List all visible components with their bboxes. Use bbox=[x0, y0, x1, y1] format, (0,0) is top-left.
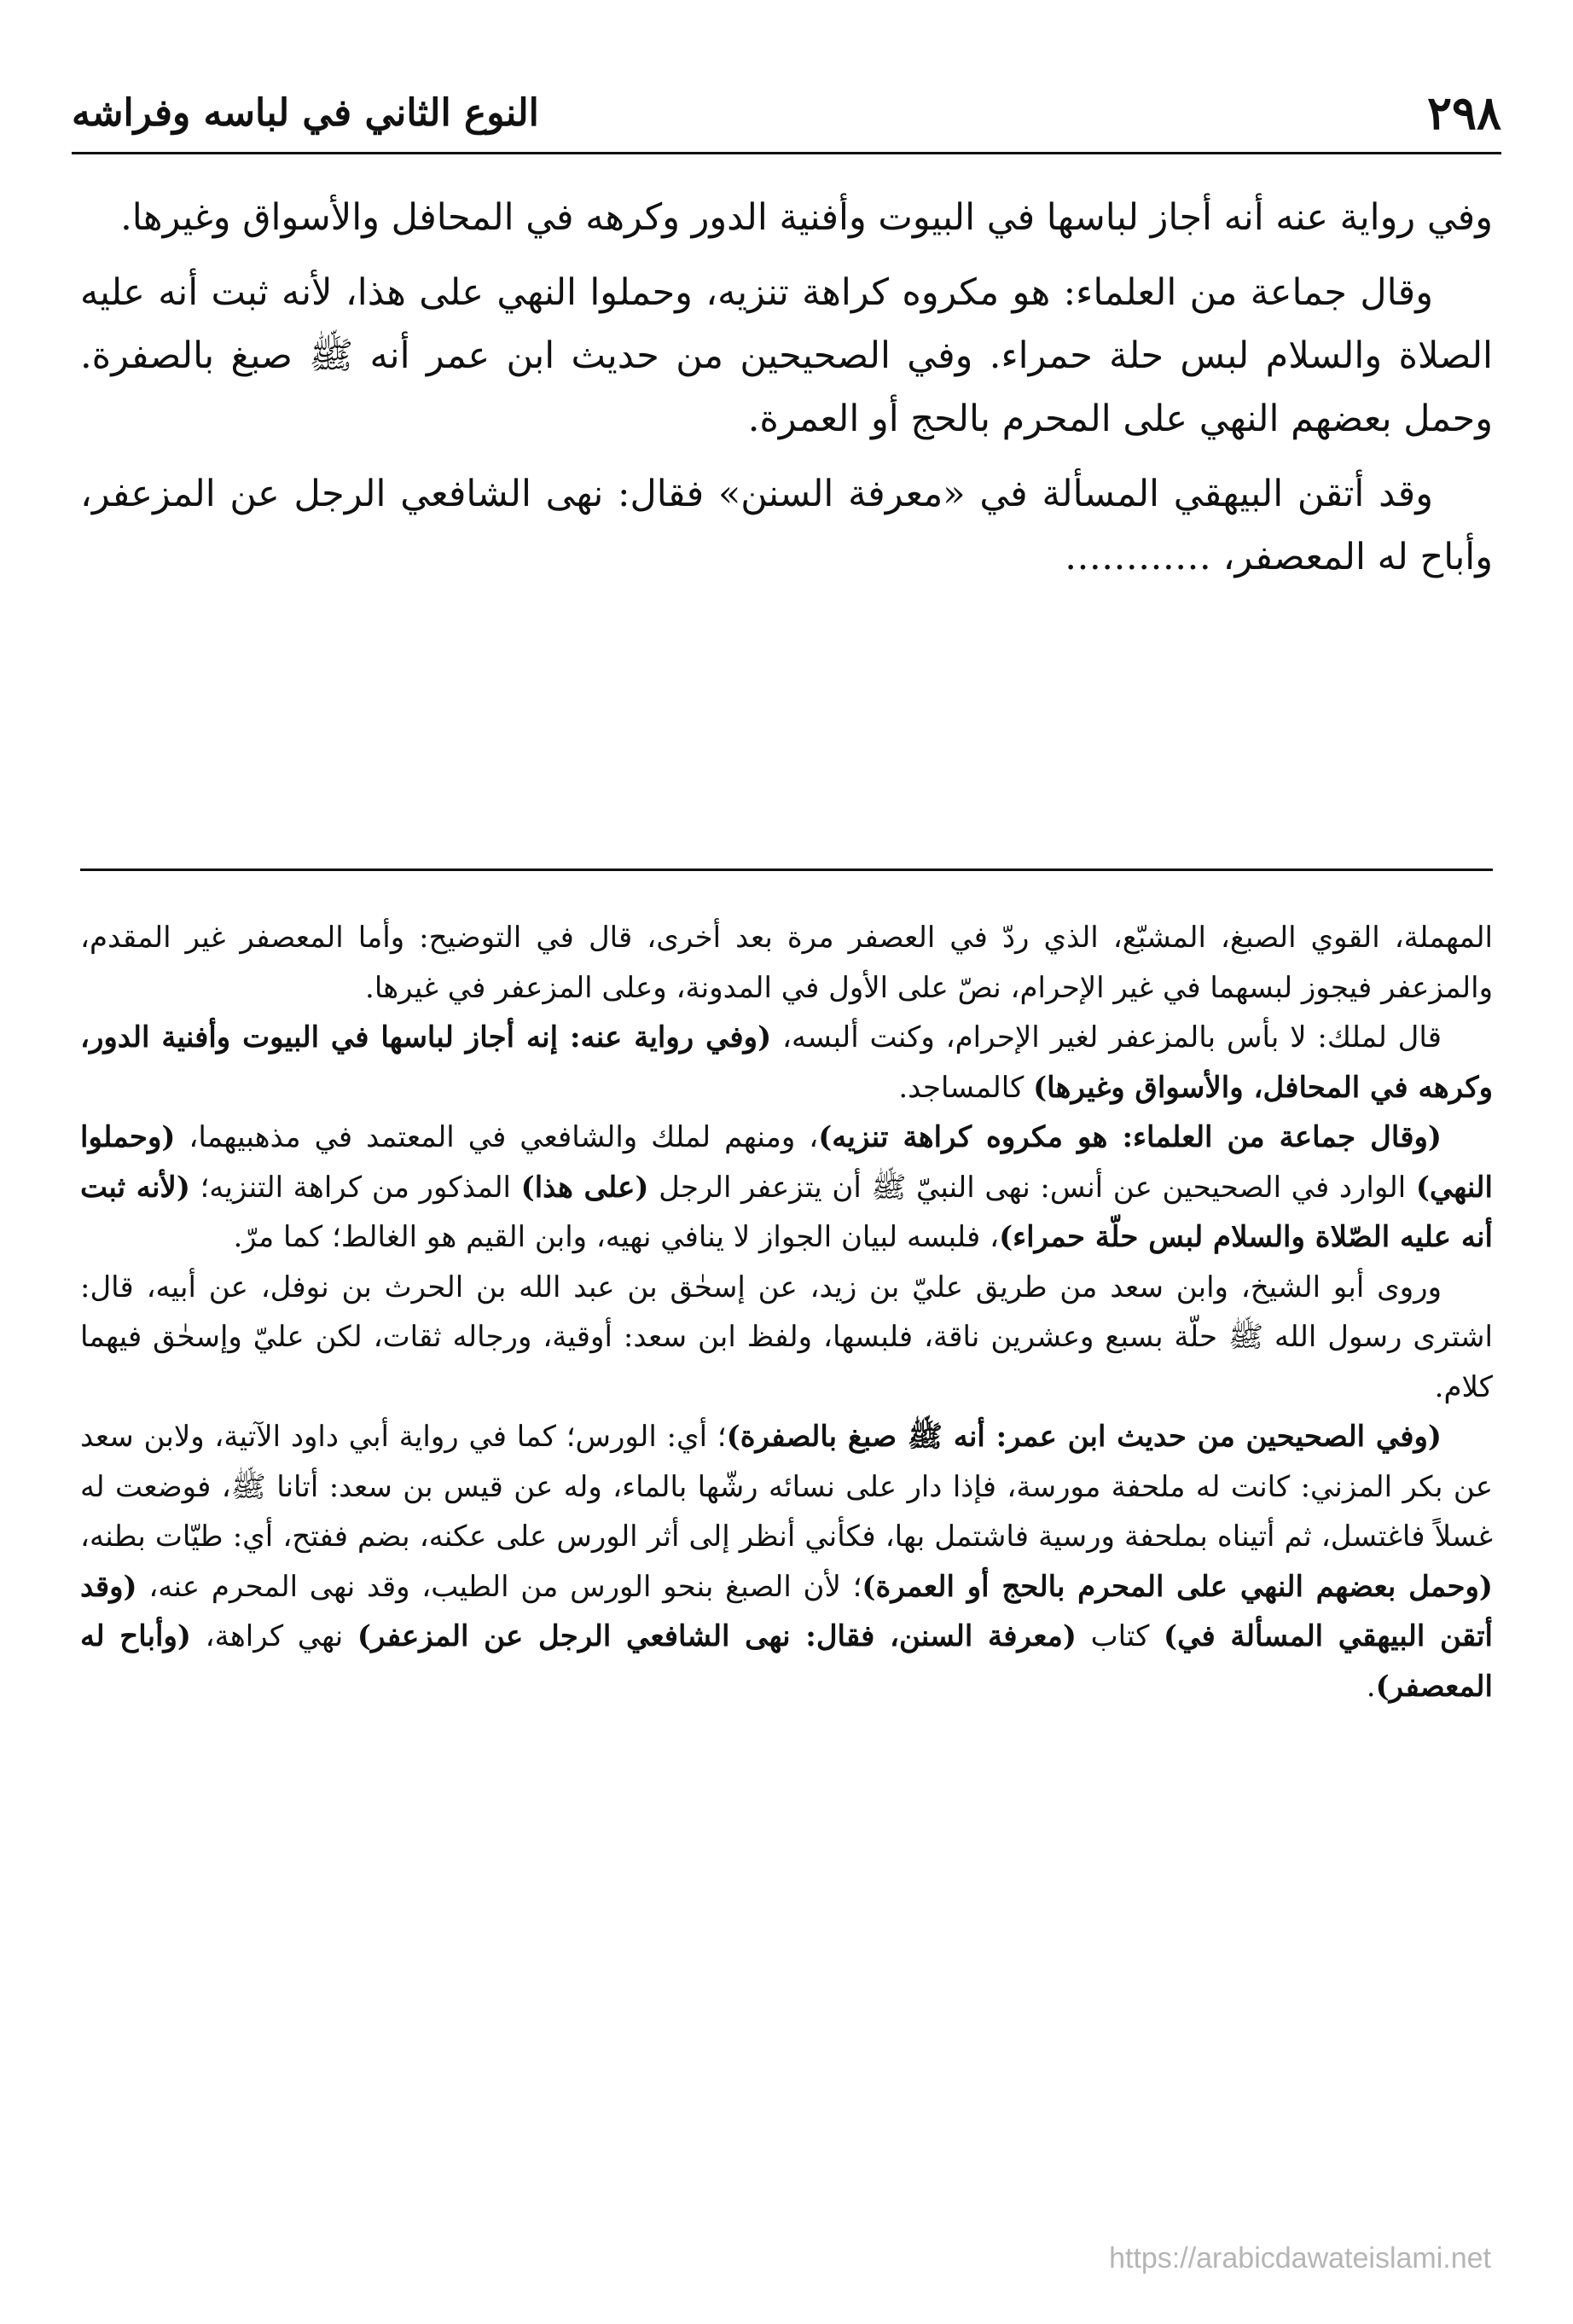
commentary-paragraph-3 bbox=[80, 1113, 1493, 1263]
watermark-url: https://arabicdawateislami.net bbox=[1109, 2242, 1491, 2275]
c3-quote-c: (وحملوا النهي) bbox=[80, 1120, 1493, 1205]
c3-text-f: المذكور من كراهة التنزيه؛ bbox=[189, 1170, 521, 1205]
c5-quote-c: (وحمل بعضهم النهي على المحرم بالحج أو العمرة) bbox=[862, 1569, 1493, 1604]
main-paragraph-3 bbox=[80, 462, 1493, 589]
main-paragraph-1: وفي رواية عنه أنه أجاز لباسها في البيوت وأفنية الدور وكرهه في المحافل والأسواق وغيرها. bbox=[120, 196, 1493, 239]
commentary-paragraph-1: المهملة، القوي الصبغ، المشبّع، الذي ردّ في العصفر مرة بعد أخرى، قال في التوضيح: وأما المعصفر غير المقدم، والمزعفر فيجوز لبسهما في غير الإحرام، نصّ على الأول في المدونة، وعلى المزعفر في غيرها. bbox=[80, 921, 1493, 1005]
header-rule bbox=[72, 152, 1501, 154]
c3-quote-g: (لأنه ثبت أنه عليه الصّلاة والسلام لبس حلّة حمراء) bbox=[80, 1170, 1493, 1254]
commentary-paragraph-5 bbox=[80, 1412, 1493, 1711]
page-header bbox=[72, 78, 1501, 147]
c3-text-d: الوارد في الصحيحين عن أنس: نهى النبيّ ﷺ أن يتزعفر الرجل bbox=[648, 1170, 1416, 1205]
commentary-text bbox=[80, 913, 1493, 1711]
ellipsis-dots: ………… bbox=[1065, 536, 1211, 578]
c5-quote-i: (وأباح له المعصفر) bbox=[80, 1619, 1493, 1704]
c5-quote-e: (وقد أتقن البيهقي المسألة في) bbox=[80, 1569, 1493, 1653]
commentary-paragraph-4: وروى أبو الشيخ، وابن سعد من طريق عليّ بن زيد، عن إسحٰق بن عبد الله بن الحرث بن نوفل، عن أبيه، قال: اشترى رسول الله ﷺ حلّة بسبع وعشرين ناقة، فلبسها، ولفظ ابن سعد: أوقية، ورجاله ثقات، لكن عليّ وإسحٰق فيهما كلام. bbox=[80, 1269, 1493, 1404]
running-title: النوع الثاني في لباسه وفراشه bbox=[72, 90, 539, 135]
c5-text-f: كتاب bbox=[1076, 1619, 1164, 1653]
c5-quote-a: (وفي الصحيحين من حديث ابن عمر: أنه ﷺ صبغ بالصفرة) bbox=[726, 1420, 1442, 1454]
c2-text-c: كالمساجد. bbox=[898, 1070, 1034, 1105]
main-text bbox=[80, 186, 1493, 601]
page-number: ٢٩٨ bbox=[1426, 85, 1501, 140]
footnote-rule bbox=[80, 869, 1493, 871]
c3-text-b: ، ومنهم لملك والشافعي في المعتمد في مذهبيهما، bbox=[175, 1120, 819, 1154]
c2-quote: (وفي رواية عنه: إنه أجاز لباسها في البيوت وأفنية الدور، وكرهه في المحافل، والأسواق وغيرها) bbox=[80, 1020, 1493, 1105]
main-paragraph-2: وقال جماعة من العلماء: هو مكروه كراهة تنزيه، وحملوا النهي على هذا، لأنه ثبت أنه عليه الصلاة والسلام لبس حلة حمراء. وفي الصحيحين من حديث ابن عمر أنه ﷺ صبغ بالصفرة. وحمل بعضهم النهي على المحرم بالحج أو العمرة. bbox=[80, 271, 1493, 440]
c3-quote-a: (وقال جماعة من العلماء: هو مكروه كراهة تنزيه) bbox=[818, 1120, 1442, 1154]
c5-text-d: ؛ لأن الصبغ بنحو الورس من الطيب، وقد نهى المحرم عنه، bbox=[136, 1569, 862, 1604]
commentary-paragraph-2 bbox=[80, 1013, 1493, 1113]
c2-text-a: قال لملك: لا بأس بالمزعفر لغير الإحرام، وكنت ألبسه، bbox=[771, 1020, 1442, 1055]
c3-quote-e: (على هذا) bbox=[520, 1170, 649, 1205]
c5-quote-g: (معرفة السنن، فقال: نهى الشافعي الرجل عن المزعفر) bbox=[357, 1619, 1077, 1653]
c3-text-h: ، فلبسه لبيان الجواز لا ينافي نهيه، وابن القيم هو الغالط؛ كما مرّ. bbox=[233, 1220, 1000, 1254]
main-paragraph-3-text: وقد أتقن البيهقي المسألة في «معرفة السنن» فقال: نهى الشافعي الرجل عن المزعفر، وأباح له المعصفر، bbox=[80, 473, 1493, 578]
c5-text-j: . bbox=[1366, 1669, 1376, 1704]
c5-text-b: ؛ أي: الورس؛ كما في رواية أبي داود الآتية، ولابن سعد عن بكر المزني: كانت له ملحفة مورسة، فإذا دار على نسائه رشّها بالماء، وله عن قيس بن سعد: أتانا ﷺ، فوضعت له غسلاً فاغتسل، ثم أتيناه بملحفة ورسية فاشتمل بها، فكأني أنظر إلى أثر الورس على عكنه، بضم ففتح، أي: طيّات بطنه، bbox=[80, 1420, 1493, 1554]
c5-text-h: نهي كراهة، bbox=[190, 1619, 357, 1653]
